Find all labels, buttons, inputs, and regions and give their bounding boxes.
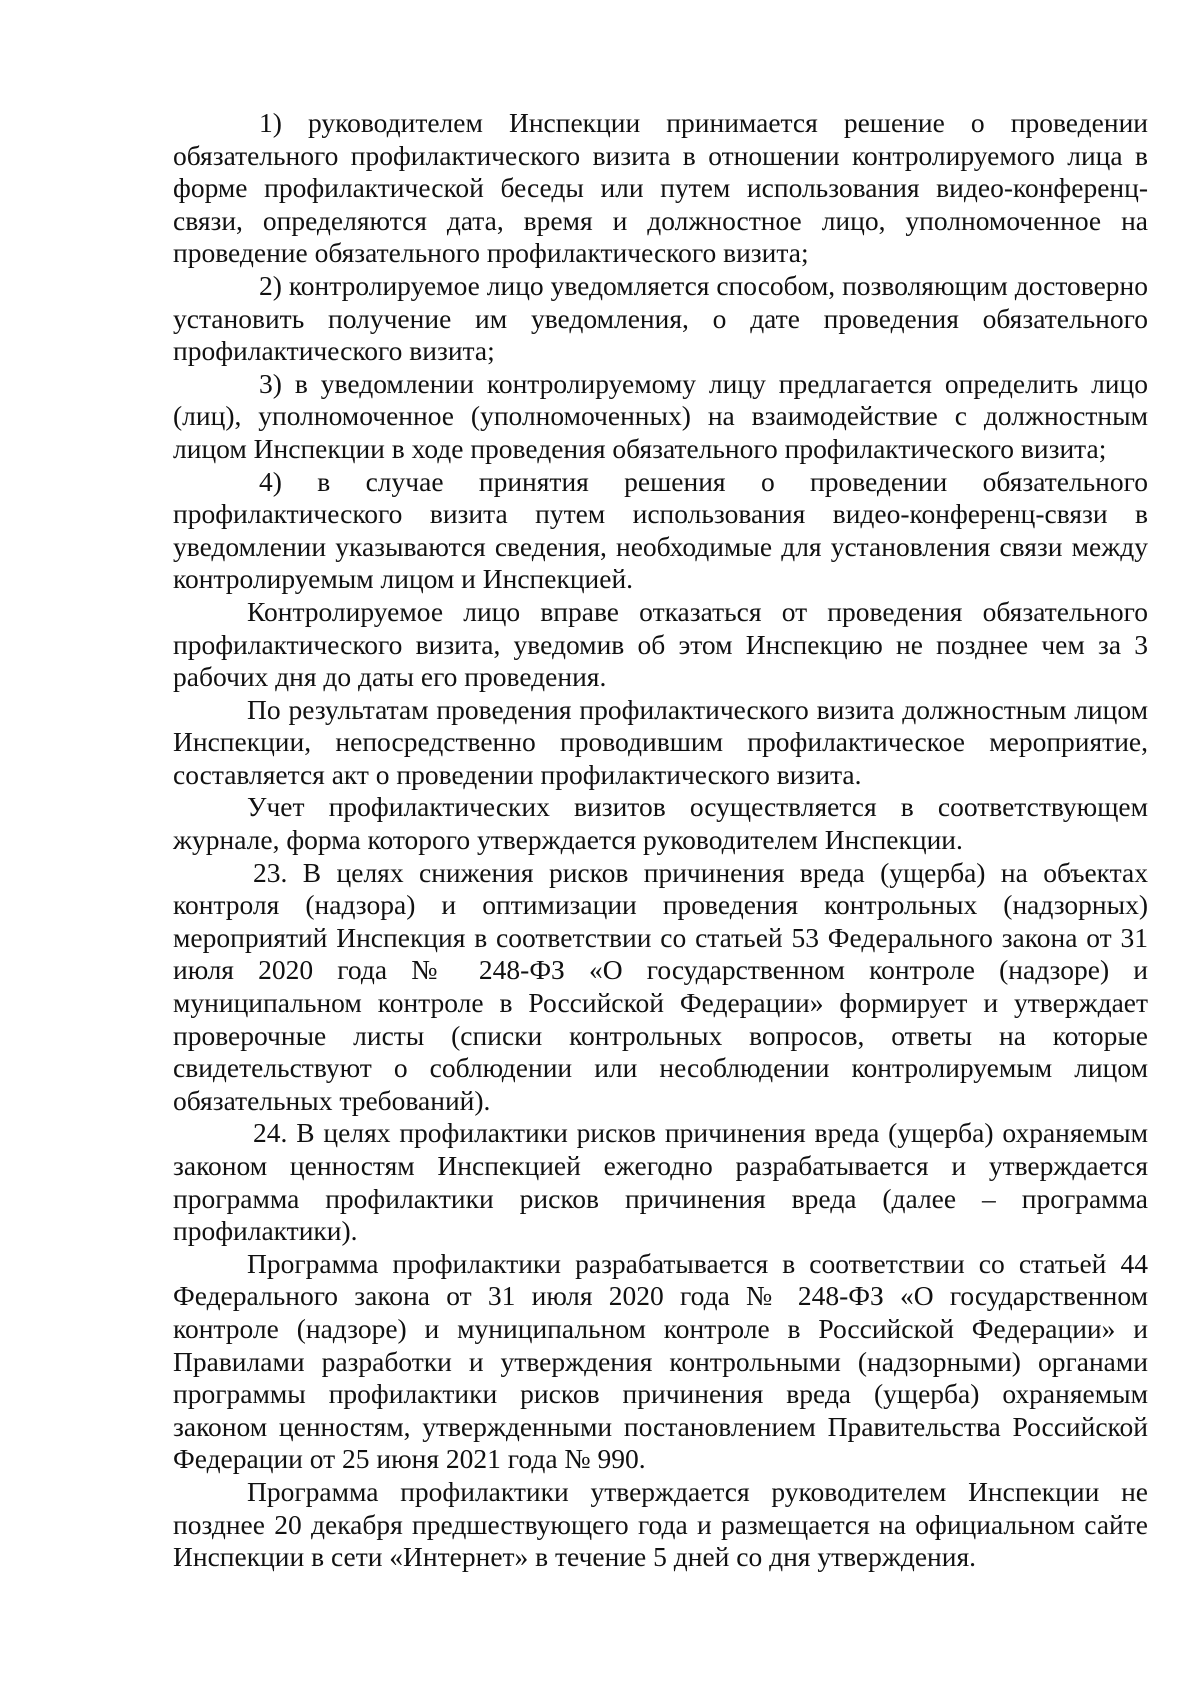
paragraph-program-development: Программа профилактики разрабатывается в соответствии со статьей 44 Федерального закона от 31 июля 2020 года № 248-ФЗ «О государственном контроле (надзоре) и муниципальном контроле в Российской Федерации» и Правилами разработки и утверждения контрольными (надзорными) органами программы профилактики рисков причинения вреда (ущерба) охраняемым законом ценностям, утвержденными постановлением Правительства Российской Федерации от 25 июня 2021 года № 990. — [173, 1247, 1148, 1475]
list-item-2: 2) контролируемое лицо уведомляется способом, позволяющим достоверно установить получение им уведомления, о дате проведения обязательного профилактического визита; — [173, 269, 1148, 367]
list-item-1: 1) руководителем Инспекции принимается решение о проведении обязательного профилактического визита в отношении контролируемого лица в форме профилактической беседы или путем использования видео-конференц-связи, определяются дата, время и должностное лицо, уполномоченное на проведение обязательного профилактического визита; — [173, 107, 1148, 269]
clause-24: 24. В целях профилактики рисков причинения вреда (ущерба) охраняемым законом ценностям Инспекцией ежегодно разрабатывается и утверждается программа профилактики рисков причинения вреда (далее – программа профилактики). — [173, 1117, 1148, 1247]
paragraph-refusal: Контролируемое лицо вправе отказаться от проведения обязательного профилактического визита, уведомив об этом Инспекцию не позднее чем за 3 рабочих дня до даты его проведения. — [173, 595, 1148, 693]
list-item-3: 3) в уведомлении контролируемому лицу предлагается определить лицо (лиц), уполномоченное (уполномоченных) на взаимодействие с должностным лицом Инспекции в ходе проведения обязательного профилактического визита; — [173, 367, 1148, 464]
clause-23: 23. В целях снижения рисков причинения вреда (ущерба) на объектах контроля (надзора) и оптимизации проведения контрольных (надзорных) мероприятий Инспекция в соответствии со статьей 53 Федерального закона от 31 июля 2020 года № 248-ФЗ «О государственном контроле (надзоре) и муниципальном контроле в Российской Федерации» формирует и утверждает проверочные листы (списки контрольных вопросов, ответы на которые свидетельствуют о соблюдении или несоблюдении контролируемым лицом обязательных требований). — [173, 856, 1148, 1116]
list-item-4: 4) в случае принятия решения о проведении обязательного профилактического визита путем использования видео-конференц-связи в уведомлении указываются сведения, необходимые для установления связи между контролируемым лицом и Инспекцией. — [173, 465, 1148, 595]
document-page — [173, 107, 1148, 1574]
paragraph-visit-journal: Учет профилактических визитов осуществляется в соответствующем журнале, форма которого утверждается руководителем Инспекции. — [173, 791, 1148, 856]
paragraph-program-approval: Программа профилактики утверждается руководителем Инспекции не позднее 20 декабря предшествующего года и размещается на официальном сайте Инспекции в сети «Интернет» в течение 5 дней со дня утверждения. — [173, 1475, 1148, 1573]
paragraph-visit-act: По результатам проведения профилактического визита должностным лицом Инспекции, непосредственно проводившим профилактическое мероприятие, составляется акт о проведении профилактического визита. — [173, 693, 1148, 790]
